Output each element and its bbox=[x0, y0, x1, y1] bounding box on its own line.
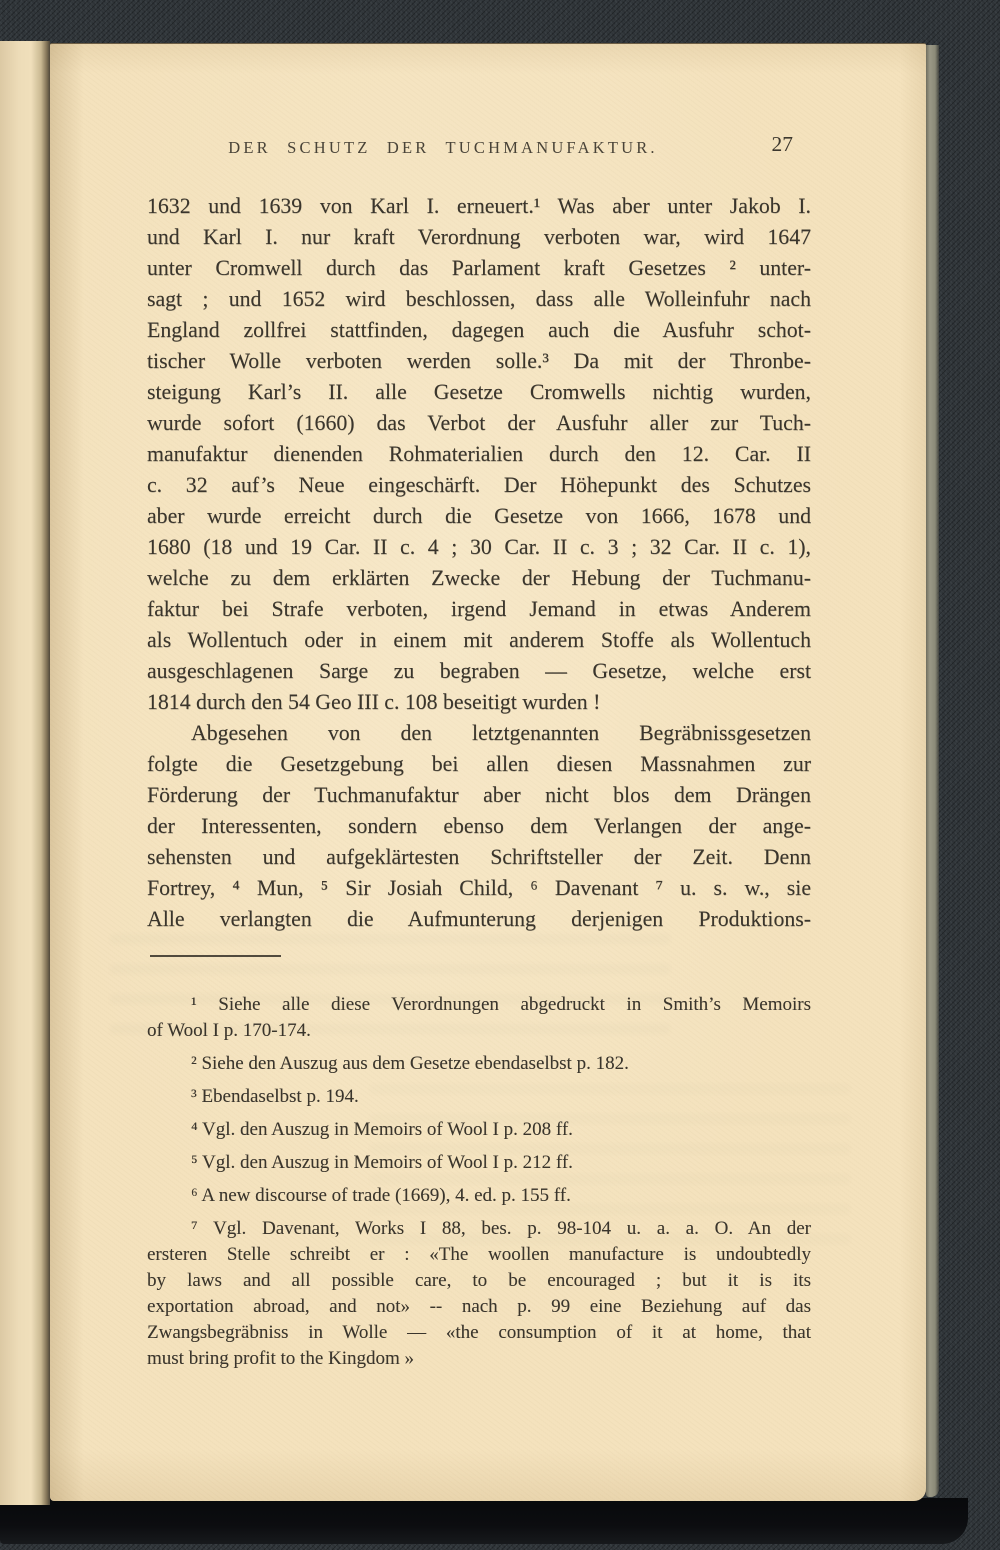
body-line: der Interessenten, sondern ebenso dem Verlangen der ange- bbox=[147, 814, 811, 838]
body-line: Förderung der Tuchmanufaktur aber nicht blos dem Drängen bbox=[147, 783, 811, 807]
body-line: sehensten und aufgeklärtesten Schriftsteller der Zeit. Denn bbox=[147, 845, 811, 869]
footnote-line: Zwangsbegräbniss in Wolle — «the consumption of it at home, that bbox=[147, 1322, 811, 1343]
body-line: manufaktur dienenden Rohmaterialien durch den 12. Car. II bbox=[147, 442, 811, 466]
body-line: Fortrey, ⁴ Mun, ⁵ Sir Josiah Child, ⁶ Davenant ⁷ u. s. w., sie bbox=[147, 876, 811, 900]
footnote bbox=[147, 1084, 811, 1110]
body-line: faktur bei Strafe verboten, irgend Jemand in etwas Anderem bbox=[147, 597, 811, 621]
body-line: ausgeschlagenen Sarge zu begraben — Gesetze, welche erst bbox=[147, 659, 811, 683]
footnote-line: exportation abroad, and not» -- nach p. 99 eine Beziehung auf das bbox=[147, 1296, 811, 1317]
footnote-line: by laws and all possible care, to be encouraged ; but it is its bbox=[147, 1270, 811, 1291]
body-line: folgte die Gesetzgebung bei allen diesen Massnahmen zur bbox=[147, 752, 811, 776]
running-header bbox=[147, 132, 811, 164]
body-line: sagt ; und 1652 wird beschlossen, dass alle Wolleinfuhr nach bbox=[147, 287, 811, 311]
footnote-line: of Wool I p. 170-174. bbox=[147, 1020, 311, 1041]
footnote bbox=[147, 1183, 811, 1209]
body-paragraph bbox=[147, 718, 811, 935]
footnote-line: ³ Ebendaselbst p. 194. bbox=[191, 1086, 359, 1107]
body-line: und Karl I. nur kraft Verordnung verboten war, wird 1647 bbox=[147, 225, 811, 249]
body-line: Abgesehen von den letztgenannten Begräbnissgesetzen bbox=[191, 721, 811, 745]
footnote bbox=[147, 992, 811, 1044]
body-text bbox=[147, 191, 811, 935]
chapter-title: DER SCHUTZ DER TUCHMANUFAKTUR. bbox=[228, 138, 658, 157]
footnote-line: ² Siehe den Auszug aus dem Gesetze ebendaselbst p. 182. bbox=[191, 1053, 629, 1074]
footnote-line: ⁶ A new discourse of trade (1669), 4. ed. p. 155 ff. bbox=[191, 1185, 571, 1206]
footnote bbox=[147, 1051, 811, 1077]
footnote bbox=[147, 1117, 811, 1143]
body-line: Alle verlangten die Aufmunterung derjenigen Produktions- bbox=[147, 907, 811, 931]
page-bottom-shadow bbox=[0, 1498, 968, 1544]
body-line: unter Cromwell durch das Parlament kraft Gesetzes ² unter- bbox=[147, 256, 811, 280]
body-line: 1814 durch den 54 Geo III c. 108 beseitigt wurden ! bbox=[147, 690, 601, 714]
page-number: 27 bbox=[771, 132, 793, 156]
footnote-line: ⁴ Vgl. den Auszug in Memoirs of Wool I p. 208 ff. bbox=[191, 1119, 573, 1140]
footnote-line: must bring profit to the Kingdom » bbox=[147, 1348, 415, 1369]
footnote-line: ⁵ Vgl. den Auszug in Memoirs of Wool I p. 212 ff. bbox=[191, 1152, 573, 1173]
body-line: als Wollentuch oder in einem mit anderem Stoffe als Wollentuch bbox=[147, 628, 811, 652]
body-line: c. 32 auf’s Neue eingeschärft. Der Höhepunkt des Schutzes bbox=[147, 473, 811, 497]
footnotes bbox=[147, 992, 811, 1379]
body-line: 1632 und 1639 von Karl I. erneuert.¹ Was aber unter Jakob I. bbox=[147, 194, 811, 218]
footnote-line: ersteren Stelle schreibt er : «The woollen manufacture is undoubtedly bbox=[147, 1244, 811, 1265]
body-paragraph bbox=[147, 191, 811, 718]
footnote bbox=[147, 1216, 811, 1372]
footnote-separator bbox=[150, 955, 281, 957]
footnote bbox=[147, 1150, 811, 1176]
previous-page-edge bbox=[0, 41, 50, 1505]
footnote-line: ¹ Siehe alle diese Verordnungen abgedruckt in Smith’s Memoirs bbox=[191, 994, 811, 1015]
page-block-edge bbox=[926, 45, 939, 1497]
footnote-line: ⁷ Vgl. Davenant, Works I 88, bes. p. 98-104 u. a. a. O. An der bbox=[191, 1218, 811, 1239]
body-line: 1680 (18 und 19 Car. II c. 4 ; 30 Car. II c. 3 ; 32 Car. II c. 1), bbox=[147, 535, 811, 559]
book-page bbox=[50, 43, 926, 1501]
body-line: welche zu dem erklärten Zwecke der Hebung der Tuchmanu- bbox=[147, 566, 811, 590]
body-line: wurde sofort (1660) das Verbot der Ausfuhr aller zur Tuch- bbox=[147, 411, 811, 435]
body-line: steigung Karl’s II. alle Gesetze Cromwells nichtig wurden, bbox=[147, 380, 811, 404]
body-line: tischer Wolle verboten werden solle.³ Da mit der Thronbe- bbox=[147, 349, 811, 373]
body-line: aber wurde erreicht durch die Gesetze von 1666, 1678 und bbox=[147, 504, 811, 528]
body-line: England zollfrei stattfinden, dagegen auch die Ausfuhr schot- bbox=[147, 318, 811, 342]
